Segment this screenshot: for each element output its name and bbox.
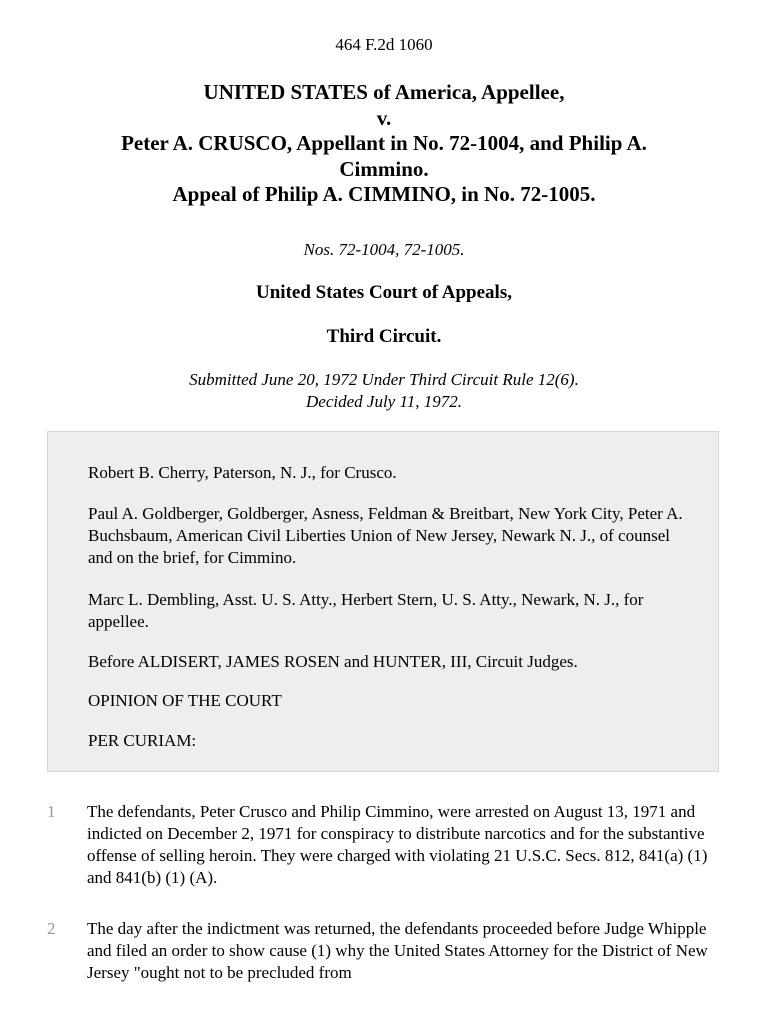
paragraph-number: 2	[47, 919, 56, 938]
panel-judges: Before ALDISERT, JAMES ROSEN and HUNTER, III, Circuit Judges.	[88, 652, 578, 671]
paragraph-number: 1	[47, 802, 56, 821]
caption-appellant-cont: Cimmino.	[339, 156, 429, 181]
decided-date: Decided July 11, 1972.	[306, 392, 462, 411]
submitted-date: Submitted June 20, 1972 Under Third Circuit Rule 12(6).	[189, 370, 579, 389]
caption-appellee: UNITED STATES of America, Appellee,	[203, 80, 565, 104]
case-citation: 464 F.2d 1060	[335, 35, 433, 54]
case-caption	[40, 80, 728, 208]
paragraph-text: The day after the indictment was returned, the defendants proceeded before Judge Whipple and filed an order to show cause (1) why the United States Attorney for the District of New Jersey "ought not to be precluded from	[87, 919, 708, 982]
headnote-box	[47, 431, 719, 772]
opinion-label: OPINION OF THE COURT	[88, 691, 282, 710]
per-curiam-label: PER CURIAM:	[88, 731, 197, 750]
court-circuit: Third Circuit.	[326, 326, 442, 347]
counsel-appellee: Marc L. Dembling, Asst. U. S. Atty., Herbert Stern, U. S. Atty., Newark, N. J., for appellee.	[88, 590, 644, 631]
court-name: United States Court of Appeals,	[256, 282, 512, 303]
caption-appellant: Peter A. CRUSCO, Appellant in No. 72-1004, and Philip A.	[121, 131, 647, 155]
paragraph-text: The defendants, Peter Crusco and Philip Cimmino, were arrested on August 13, 1971 and indicted on December 2, 1971 for conspiracy to distribute narcotics and for the substantive offense of selling heroin. They were charged with violating 21 U.S.C. Secs. 812, 841(a) (1) and 841(b) (1) (A).	[87, 802, 708, 887]
caption-versus: v.	[376, 105, 392, 130]
counsel-cimmino: Paul A. Goldberger, Goldberger, Asness, Feldman & Breitbart, New York City, Peter A. Buchsbaum, American Civil Liberties Union of New Jersey, Newark N. J., of counsel and on the brief, for Cimmino.	[88, 504, 683, 567]
caption-appeal: Appeal of Philip A. CIMMINO, in No. 72-1005.	[172, 182, 596, 206]
case-dates	[0, 369, 768, 413]
docket-numbers: Nos. 72-1004, 72-1005.	[303, 240, 465, 259]
counsel-crusco: Robert B. Cherry, Paterson, N. J., for Crusco.	[88, 463, 397, 482]
